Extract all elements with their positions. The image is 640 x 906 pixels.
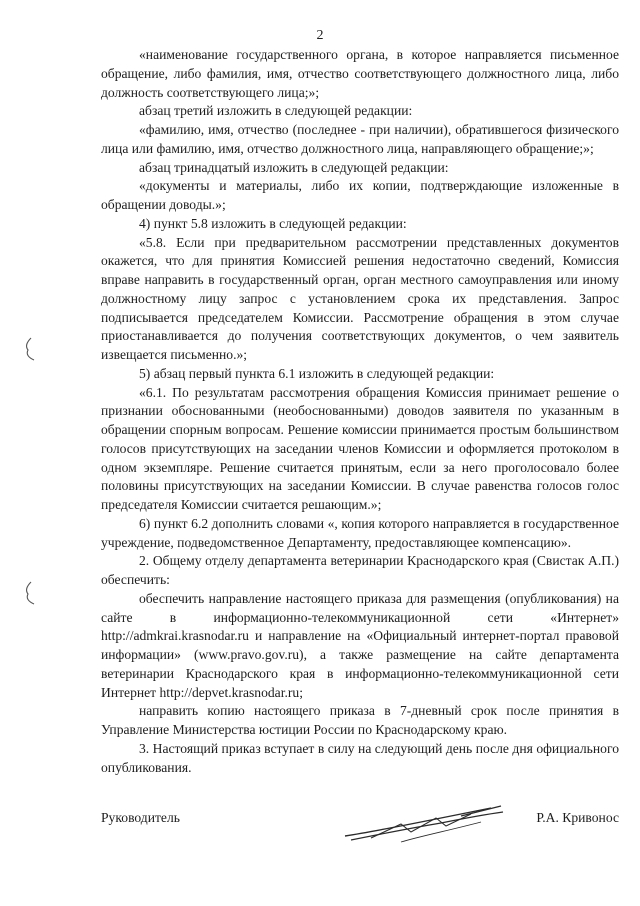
document-body — [101, 46, 619, 777]
page-number: 2 — [316, 28, 324, 43]
paragraph: «фамилию, имя, отчество (последнее - при наличии), обратившегося физического лица или фамилию, имя, отчество должностного лица, направляющего обращение;»; — [101, 122, 619, 156]
signatory-name: Р.А. Кривонос — [536, 810, 619, 825]
paragraph: «6.1. По результатам рассмотрения обращения Комиссия принимает решение о признании обоснованными (необоснованными) доводов заявителя по указанным в обращении спорным вопросам. Решение комиссии принимается простым большинством голосов присутствующих на заседании членов Комиссии и оформляется протоколом в одном экземпляре. Решение считается принятым, если за него проголосовало более половины присутствующих на заседании Комиссии. В случае равенства голосов голос председателя Комиссии считается решающим.»; — [101, 384, 619, 512]
paragraph: абзац третий изложить в следующей редакции: — [139, 103, 413, 119]
paragraph: обеспечить направление настоящего приказа для размещения (опубликования) на сайте в информационно-телекоммуникационной сети «Интернет» http://admkrai.krasnodar.ru и направление на «Официальный интернет-портал правовой информации» (www.pravo.gov.ru), а также размещение на сайте департамента ветеринарии Краснодарского края в информационно-телекоммуникационной сети Интернет http://depvet.krasnodar.ru; — [101, 590, 619, 700]
margin-bracket-mark — [22, 336, 38, 362]
paragraph: направить копию настоящего приказа в 7-дневный срок после принятия в Управление Министерства юстиции России по Краснодарскому краю. — [101, 703, 619, 737]
paragraph: 6) пункт 6.2 дополнить словами «, копия которого направляется в государственное учреждение, подведомственное Департаменту, предоставляющее компенсацию». — [101, 515, 619, 550]
paragraph: абзац тринадцатый изложить в следующей редакции: — [139, 159, 449, 175]
paragraph: «наименование государственного органа, в которое направляется письменное обращение, либо фамилия, имя, отчество соответствующего должностного лица, либо должность соответствующего лица;»; — [101, 47, 619, 100]
handwritten-signature — [341, 802, 511, 846]
paragraph: «документы и материалы, либо их копии, подтверждающие изложенные в обращении доводы.»; — [101, 178, 619, 212]
paragraph: 2. Общему отделу департамента ветеринарии Краснодарского края (Свистак А.П.) обеспечить: — [101, 553, 619, 587]
signatory-title: Руководитель — [101, 810, 180, 825]
paragraph: «5.8. Если при предварительном рассмотрении представленных документов окажется, что для принятия Комиссией решения недостаточно сведений, Комиссия вправе направить в государственный орган, орган местного самоуправления или иному должностному лицу запрос с установлением срока их представления. Запрос подписывается председателем Комиссии. Рассмотрение обращения в этом случае приостанавливается до получения соответствующих документов, о чем заявитель извещается письменно.»; — [101, 234, 619, 362]
paragraph: 5) абзац первый пункта 6.1 изложить в следующей редакции: — [139, 365, 495, 381]
paragraph: 3. Настоящий приказ вступает в силу на следующий день после дня официального опубликования. — [101, 740, 619, 775]
margin-bracket-mark — [22, 580, 38, 606]
signature-block — [101, 810, 619, 840]
paragraph: 4) пункт 5.8 изложить в следующей редакции: — [139, 215, 407, 231]
